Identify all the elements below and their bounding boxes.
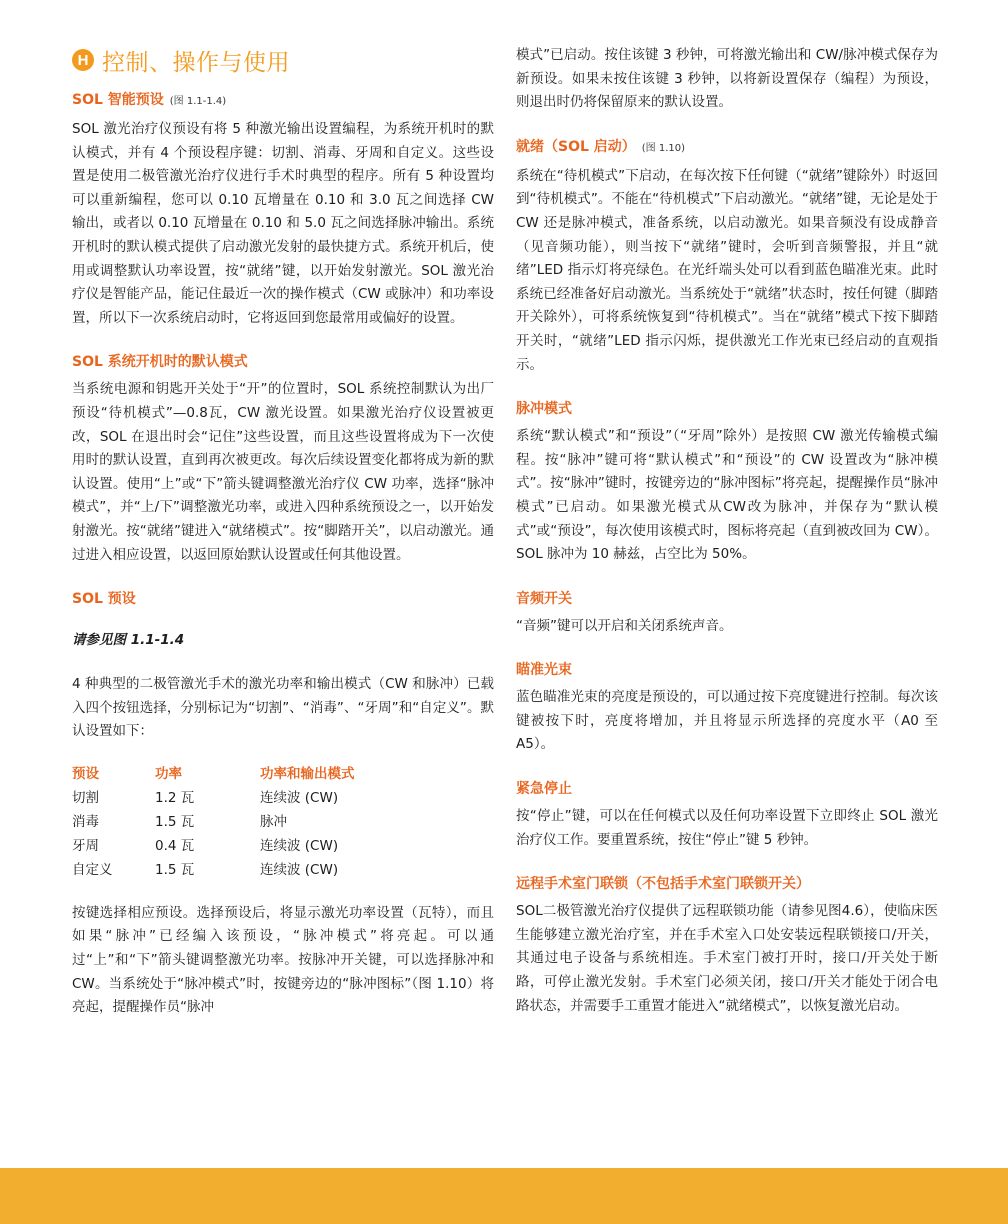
table-cell: 1.5 瓦 [155,861,195,878]
presets-continuation: 模式”已启动。按住该键 3 秒钟，可将激光输出和 CW/脉冲模式保存为新预设。如果未按住该键 3 秒钟，以将新设置保存（编程）为预设，则退出时仍将保留原来的默认设置。 [516,47,938,111]
section-title: 控制、操作与使用 [102,49,290,76]
interlock-heading: 远程手术室门联锁（不包括手术室门联锁开关） [516,876,810,893]
table-header-cell: 预设 [72,765,99,782]
default-mode-body: 当系统电源和钥匙开关处于“开”的位置时，SOL 系统控制默认为出厂预设“待机模式”—0.8瓦，CW 激光设置。如果激光治疗仪设置被更改，SOL 在退出时会“记住”这些设置，而且这些设置将成为下一次使用时的默认设置，直到再次被更改。每次后续设置变化都将成为新的默认设置。使用“上”或“下”箭头键调整激光治疗仪 CW 功率，选择“脉冲模式”，并“上/下”调整激光功率，或进入四种系统预设之一，以开始发射激光。按“就绪”键进入“就绪模式”。按“脚踏开关”，以启动激光。通过进入相应设置，以返回原始默认设置或任何其他设置。 [72,381,494,563]
left-column [72,40,494,1020]
table-cell: 脉冲 [260,813,287,830]
table-cell: 切割 [72,789,99,806]
table-cell: 自定义 [72,861,113,878]
pulse-body: 系统“默认模式”和“预设”（“牙周”除外）是按照 CW 激光传输模式编程。按“脉冲”键可将“默认模式”和“预设”的 CW 设置改为“脉冲模式”。按“脉冲”键时，按键旁边的“脉冲图标”将亮起，提醒操作员“脉冲模式”已启动。如果激光模式从CW改为脉冲，并保存为“默认模式”或“预设”，每次使用该模式时，图标将亮起（直到被改回为 CW）。SOL 脉冲为 10 赫兹，占空比为 50%。 [516,428,938,563]
ready-heading: 就绪（SOL 启动） (图 1.10) [516,138,686,155]
table-row [72,856,460,880]
table-cell: 1.2 瓦 [155,789,195,806]
table-cell: 1.5 瓦 [155,813,195,830]
table-row [72,832,460,856]
ready-body: 系统在“待机模式”下启动，在每次按下任何键（“就绪”键除外）时返回到“待机模式”。不能在“待机模式”下启动激光。“就绪”键，无论是处于 CW 还是脉冲模式，准备系统，以启动激光。如果音频没有设成静音（见音频功能），则当按下“就绪”键时，会听到音频警报，并且“就绪”LED 指示灯将亮绿色。在光纤端头处可以看到蓝色瞄准光束。此时系统已经准备好启动激光。当系统处于“就绪”状态时，按任何键（脚踏开关除外），可将系统恢复到“待机模式”。当在“就绪”模式下按下脚踏开关时，“就绪”LED 指示闪烁，提供激光工作光束已经启动的直观指示。 [516,167,938,373]
default-mode-heading: SOL 系统开机时的默认模式 [72,354,248,371]
table-row [72,808,460,832]
presets-table [72,760,460,880]
table-cell: 连续波 (CW) [260,837,339,854]
audio-body: “音频”键可以开启和关闭系统声音。 [516,617,733,634]
section-badge-icon: H [72,49,94,71]
table-cell: 连续波 (CW) [260,789,339,806]
estop-heading: 紧急停止 [516,781,572,798]
table-cell: 0.4 瓦 [155,837,195,854]
presets-after-table: 按键选择相应预设。选择预设后，将显示激光功率设置（瓦特），而且如果“脉冲”已经编入该预设，“脉冲模式”将亮起。可以通过“上”和“下”箭头键调整激光功率。按脉冲开关键，可以选择脉冲和 CW。当系统处于“脉冲模式”时，按键旁边的“脉冲图标”（图 1.10）将亮起，提醒操作员“脉冲 [72,904,494,1016]
table-header-cell: 功率和输出模式 [260,765,355,782]
smart-presets-body: SOL 激光治疗仪预设有将 5 种激光输出设置编程，为系统开机时的默认模式，并有 4 个预设程序键：切割、消毒、牙周和自定义。这些设置是使用二极管激光治疗仪进行手术时典型的程序。所有 5 种设置均可以重新编程，您可以 0.10 瓦增量在 0.10 和 3.0 瓦之间选择 CW 输出，或者以 0.10 瓦增量在 0.10 和 5.0 瓦之间选择脉冲输出。系统开机时的默认模式提供了启动激光发射的最快捷方式。系统开机后，使用或调整默认功率设置，按“就绪”键，以开始发射激光。SOL 激光治疗仪是智能产品，能记住最近一次的操作模式（CW 或脉冲）和功率设置，所以下一次系统启动时，它将返回到您最常用或偏好的设置。 [72,121,494,326]
table-cell: 牙周 [72,837,99,854]
table-cell: 连续波 (CW) [260,861,339,878]
section-title-row [72,40,494,80]
right-column [516,44,938,1018]
smart-presets-heading: SOL 智能预设 (图 1.1-1.4) [72,92,227,108]
presets-see-ref: 请参见图 1.1-1.4 [72,632,185,649]
audio-heading: 音频开关 [516,590,572,607]
table-header-cell: 功率 [155,765,182,782]
presets-intro: 4 种典型的二极管激光手术的激光功率和输出模式（CW 和脉冲）已载入四个按钮选择，分别标记为“切割”、“消毒”、“牙周”和“自定义”。默认设置如下： [72,676,494,740]
pulse-heading: 脉冲模式 [516,401,572,418]
table-row [72,784,460,808]
table-cell: 消毒 [72,813,99,830]
footer-bar [0,1168,1008,1224]
aiming-heading: 瞄准光束 [516,662,572,679]
aiming-body: 蓝色瞄准光束的亮度是预设的，可以通过按下亮度键进行控制。每次该键被按下时，亮度将增加，并且将显示所选择的亮度水平（A0 至 A5）。 [516,689,938,753]
interlock-body: SOL二极管激光治疗仪提供了远程联锁功能（请参见图4.6），使临床医生能够建立激光治疗室，并在手术室入口处安装远程联锁接口/开关，其通过电子设备与系统相连。手术室门被打开时，接口/开关处于断路，可停止激光发射。手术室门必须关闭，接口/开关才能处于闭合电路状态，并需要手工重置才能进入“就绪模式”，以恢复激光启动。 [516,903,938,1014]
presets-heading: SOL 预设 [72,591,136,608]
presets-table-header [72,760,460,784]
estop-body: 按“停止”键，可以在任何模式以及任何功率设置下立即终止 SOL 激光治疗仪工作。要重置系统，按住“停止”键 5 秒钟。 [516,808,938,848]
